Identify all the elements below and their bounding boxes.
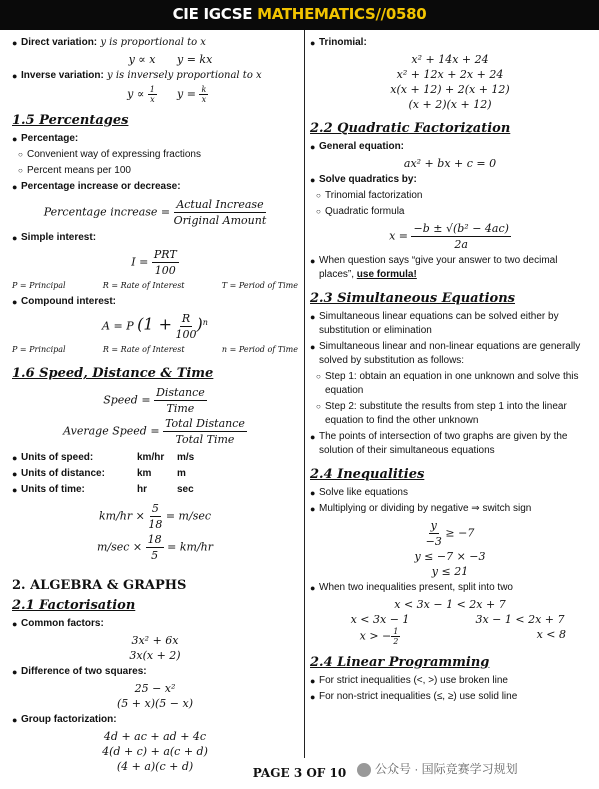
circle-bullet-icon: ○ bbox=[316, 191, 321, 200]
units-distance-row: ● Units of distance: km m bbox=[12, 468, 186, 479]
compound-interest-item: ● Compound interest: bbox=[12, 296, 116, 307]
average-speed-formula: Average Speed = $\frac{\text{Total Distance}}{\text{Total Time}}$ bbox=[63, 417, 245, 446]
formula-line: 3x(x + 2) bbox=[129, 649, 181, 662]
formula-line: (4 + a)(c + d) bbox=[116, 760, 194, 773]
bullet-icon: ● bbox=[310, 488, 316, 498]
units-time-row: ● Units of time: hr sec bbox=[12, 484, 194, 495]
bullet-icon: ● bbox=[310, 312, 316, 322]
group-factorization-item: ● Group factorization: bbox=[12, 714, 117, 725]
linear-programming-item: ● For strict inequalities (<, >) use broken line bbox=[310, 675, 508, 686]
bullet-icon: ● bbox=[310, 175, 316, 185]
header-title bbox=[0, 5, 599, 23]
compound-interest-key: P = Principal R = Rate of Interest n = Period of Time bbox=[12, 345, 298, 354]
bullet-icon: ● bbox=[310, 504, 316, 514]
circle-bullet-icon: ○ bbox=[18, 150, 23, 159]
bullet-icon: ● bbox=[12, 71, 18, 81]
quadratic-formula: x = $\frac{\text{−b ± √(b² − 4ac)}}{2a}$ bbox=[389, 222, 509, 251]
compound-interest-formula: A = P (1 + $\frac{R}{100}$ )$^n$ bbox=[102, 312, 208, 341]
simultaneous-step: ○ Step 2: substitute the results from step 1 into the linear equation to find the other unknown bbox=[316, 401, 567, 426]
bullet-icon: ● bbox=[12, 715, 18, 725]
trinomial-item: ● Trinomial: bbox=[310, 37, 367, 48]
section-title-linear-programming: 2.4 Linear Programming bbox=[310, 655, 490, 670]
bullet-icon: ● bbox=[310, 692, 316, 702]
percentage-sub-item: ○ Percent means per 100 bbox=[18, 165, 131, 176]
linear-programming-item: ● For non-strict inequalities (≤, ≥) use solid line bbox=[310, 691, 518, 702]
formula-line: y ≤ 21 bbox=[431, 565, 469, 578]
inequalities-item: ● Solve like equations bbox=[310, 487, 408, 498]
solve-sub-item: ○ Trinomial factorization bbox=[316, 190, 423, 201]
difference-of-squares-item: ● Difference of two squares: bbox=[12, 666, 147, 677]
bullet-icon: ● bbox=[310, 256, 316, 266]
section-title-percentages: 1.5 Percentages bbox=[12, 113, 129, 128]
common-factors-item: ● Common factors: bbox=[12, 618, 104, 629]
bullet-icon: ● bbox=[310, 142, 316, 152]
simultaneous-item: ● The points of intersection of two graphs are given by the solution of their simultaneous equations bbox=[310, 431, 568, 456]
circle-bullet-icon: ○ bbox=[18, 166, 23, 175]
decimal-places-item: ● When question says “give your answer to two decimal places”, use formula! bbox=[310, 255, 558, 280]
formula-line: 3x² + 6x bbox=[131, 634, 179, 647]
direct-variation-formulas: y ∝ x y = kx bbox=[128, 53, 213, 66]
units-speed-row: ● Units of speed: km/hr m/s bbox=[12, 452, 195, 463]
formula-line: (5 + x)(5 − x) bbox=[117, 697, 193, 710]
bullet-icon: ● bbox=[12, 485, 18, 495]
general-equation-item: ● General equation: bbox=[310, 141, 405, 152]
conversion-formula-1: km/hr × $\frac{5}{18}$ = m/sec bbox=[98, 502, 212, 531]
inverse-variation-formulas: y ∝ $\frac{1}{x}$ y = $\frac{k}{x}$ bbox=[127, 85, 207, 104]
bullet-icon: ● bbox=[310, 676, 316, 686]
bullet-icon: ● bbox=[12, 667, 18, 677]
circle-bullet-icon: ○ bbox=[316, 372, 321, 381]
bullet-icon: ● bbox=[12, 134, 18, 144]
simultaneous-step: ○ Step 1: obtain an equation in one unknown and solve this equation bbox=[316, 371, 579, 396]
simultaneous-item: ● Simultaneous linear and non-linear equations are generally solved by substitution as follows: bbox=[310, 341, 581, 366]
formula-line: x < 3x − 1 < 2x + 7 bbox=[394, 598, 506, 611]
header-prefix: CIE IGCSE bbox=[172, 5, 258, 23]
formula-line: x² + 14x + 24 bbox=[411, 53, 489, 66]
bullet-icon: ● bbox=[12, 469, 18, 479]
section-title-algebra: 2. ALGEBRA & GRAPHS bbox=[12, 578, 187, 593]
section-title-quadratic: 2.2 Quadratic Factorization bbox=[310, 121, 511, 136]
percentage-item: ● Percentage: bbox=[12, 133, 79, 144]
speed-formula: Speed = $\frac{\text{Distance}}{\text{Time}}$ bbox=[103, 386, 205, 415]
bullet-icon: ● bbox=[310, 342, 316, 352]
bullet-icon: ● bbox=[12, 619, 18, 629]
formula-line: x(x + 12) + 2(x + 12) bbox=[390, 83, 510, 96]
bullet-icon: ● bbox=[12, 38, 18, 48]
circle-bullet-icon: ○ bbox=[316, 207, 321, 216]
inequalities-item: ● When two inequalities present, split into two bbox=[310, 582, 513, 593]
percentage-change-item: ● Percentage increase or decrease: bbox=[12, 181, 181, 192]
section-title-simultaneous: 2.3 Simultaneous Equations bbox=[310, 291, 515, 306]
formula-line: ax² + bx + c = 0 bbox=[403, 157, 497, 170]
wechat-icon bbox=[357, 763, 371, 777]
section-title-speed: 1.6 Speed, Distance & Time bbox=[12, 366, 214, 381]
right-column bbox=[310, 34, 590, 706]
direct-variation-item: ● Direct variation: y is proportional to x bbox=[12, 37, 206, 48]
formula-line: 4d + ac + ad + 4c bbox=[103, 730, 207, 743]
formula-line: (x + 2)(x + 12) bbox=[408, 98, 492, 111]
bullet-icon: ● bbox=[12, 233, 18, 243]
solve-sub-item: ○ Quadratic formula bbox=[316, 206, 405, 217]
inequalities-item: ● Multiplying or dividing by negative ⇒ switch sign bbox=[310, 503, 532, 514]
percentage-sub-item: ○ Convenient way of expressing fractions bbox=[18, 149, 201, 160]
formula-line: 4(d + c) + a(c + d) bbox=[102, 745, 208, 758]
formula-line: y ≤ −7 × −3 bbox=[414, 550, 486, 563]
circle-bullet-icon: ○ bbox=[316, 402, 321, 411]
formula-line: x² + 12x + 2x + 24 bbox=[396, 68, 504, 81]
column-divider bbox=[304, 30, 305, 758]
watermark: 公众号 · 国际竞赛学习规划 bbox=[357, 760, 518, 777]
section-title-inequalities: 2.4 Inequalities bbox=[310, 467, 425, 482]
bullet-icon: ● bbox=[310, 38, 316, 48]
bullet-icon: ● bbox=[12, 297, 18, 307]
conversion-formula-2: m/sec × $\frac{18}{5}$ = km/hr bbox=[96, 533, 214, 562]
formula-line: 25 − x² bbox=[134, 682, 176, 695]
simultaneous-item: ● Simultaneous linear equations can be solved either by substitution or elimination bbox=[310, 311, 559, 336]
section-title-factorisation: 2.1 Factorisation bbox=[12, 598, 136, 613]
solve-quadratics-item: ● Solve quadratics by: bbox=[310, 174, 417, 185]
bullet-icon: ● bbox=[12, 182, 18, 192]
inequality-split-row: x < 3x − 1 3x − 1 < 2x + 7 bbox=[350, 613, 565, 626]
simple-interest-key: P = Principal R = Rate of Interest T = Period of Time bbox=[12, 281, 298, 290]
bullet-icon: ● bbox=[12, 453, 18, 463]
simple-interest-item: ● Simple interest: bbox=[12, 232, 97, 243]
simple-interest-formula: I = $\frac{\text{PRT}}{100}$ bbox=[131, 248, 177, 277]
bullet-icon: ● bbox=[310, 432, 316, 442]
inequality-formula: $\frac{y}{-3}$ ≥ −7 bbox=[425, 519, 475, 548]
left-column bbox=[12, 34, 298, 774]
percentage-increase-formula: Percentage increase = $\frac{\text{Actual Increase}}{\text{Original Amount}}$ bbox=[43, 198, 267, 227]
inequality-split-row: x > − $\frac{1}{2}$ x < 8 bbox=[359, 627, 566, 646]
page-number: PAGE 3 OF 10 bbox=[252, 766, 347, 780]
header-subject: MATHEMATICS//0580 bbox=[257, 5, 427, 23]
bullet-icon: ● bbox=[310, 583, 316, 593]
inverse-variation-item: ● Inverse variation: y is inversely proportional to x bbox=[12, 70, 262, 81]
